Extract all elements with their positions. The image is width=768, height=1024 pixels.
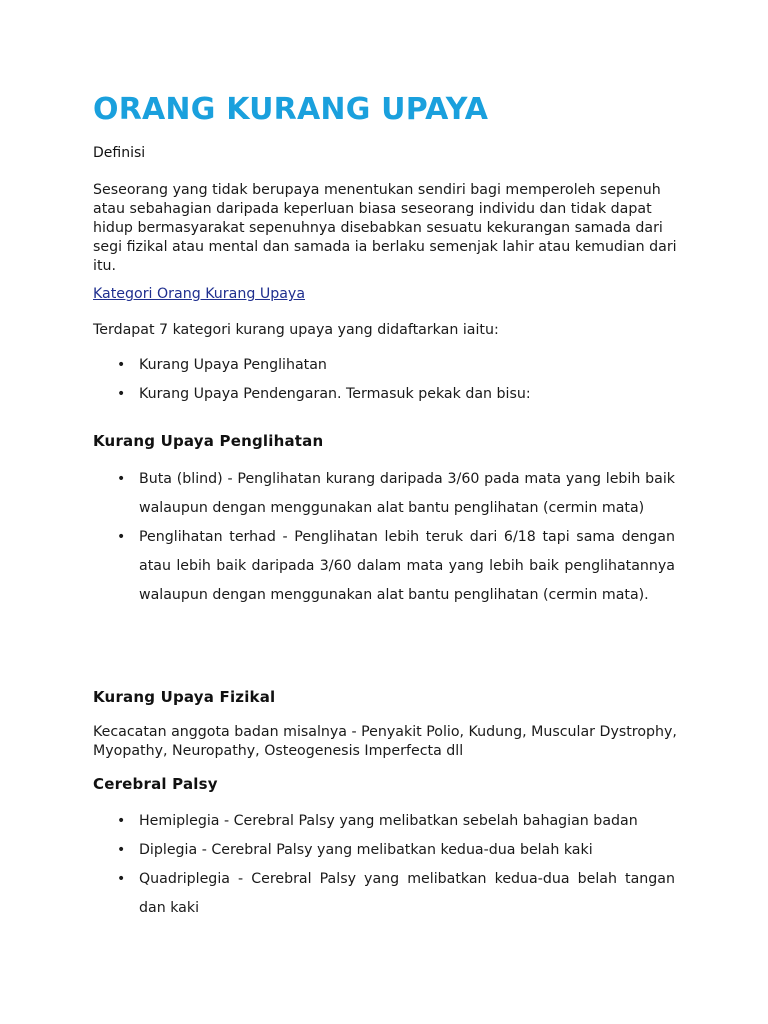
list-item [93,385,675,404]
list-item [93,465,675,523]
page-title: ORANG KURANG UPAYA [93,92,489,127]
list-item-text: Kurang Upaya Pendengaran. Termasuk pekak dan bisu: [139,386,531,402]
kategori-list [93,356,675,414]
list-item-text: Diplegia - Cerebral Palsy yang melibatkan kedua-dua belah kaki [139,842,593,858]
fizikal-heading: Kurang Upaya Fizikal [93,688,276,706]
fizikal-paragraph: Kecacatan anggota badan misalnya - Penyakit Polio, Kudung, Muscular Dystrophy, Myopathy, Neuropathy, Osteogenesis Imperfecta dll [93,724,677,759]
definisi-heading: Definisi [93,145,146,161]
cerebral-list [93,807,675,923]
kategori-link[interactable]: Kategori Orang Kurang Upaya [93,286,306,302]
list-item-text: Quadriplegia - Cerebral Palsy yang melibatkan kedua-dua belah tangan dan kaki [139,871,675,916]
penglihatan-list [93,465,675,610]
list-item-text: Hemiplegia - Cerebral Palsy yang melibatkan sebelah bahagian badan [139,813,638,829]
bullet-icon: • [117,386,126,402]
definisi-paragraph: Seseorang yang tidak berupaya menentukan sendiri bagi memperoleh sepenuh atau sebahagian daripada keperluan biasa seseorang individu dan tidak dapat hidup bermasyarakat sepenuhnya disebabkan sesuatu kekurangan samada dari segi fizikal atau mental dan samada ia berlaku semenjak lahir atau kemudian dari itu. [93,182,677,274]
penglihatan-heading: Kurang Upaya Penglihatan [93,432,324,450]
kategori-intro: Terdapat 7 kategori kurang upaya yang didaftarkan iaitu: [93,322,499,338]
list-item [93,356,675,375]
list-item [93,836,675,865]
bullet-icon: • [117,357,126,373]
bullet-icon: • [117,842,126,858]
bullet-icon: • [117,813,126,829]
bullet-icon: • [117,871,126,887]
list-item [93,523,675,610]
cerebral-heading: Cerebral Palsy [93,775,218,793]
list-item [93,807,675,836]
list-item-text: Penglihatan terhad - Penglihatan lebih teruk dari 6/18 tapi sama dengan atau lebih baik daripada 3/60 dalam mata yang lebih baik penglihatannya walaupun dengan menggunakan alat bantu penglihatan (cermin mata). [139,529,675,603]
list-item [93,865,675,923]
list-item-text: Buta (blind) - Penglihatan kurang daripada 3/60 pada mata yang lebih baik walaupun dengan menggunakan alat bantu penglihatan (cermin mata) [139,471,675,516]
list-item-text: Kurang Upaya Penglihatan [139,357,327,373]
bullet-icon: • [117,471,126,487]
bullet-icon: • [117,529,126,545]
